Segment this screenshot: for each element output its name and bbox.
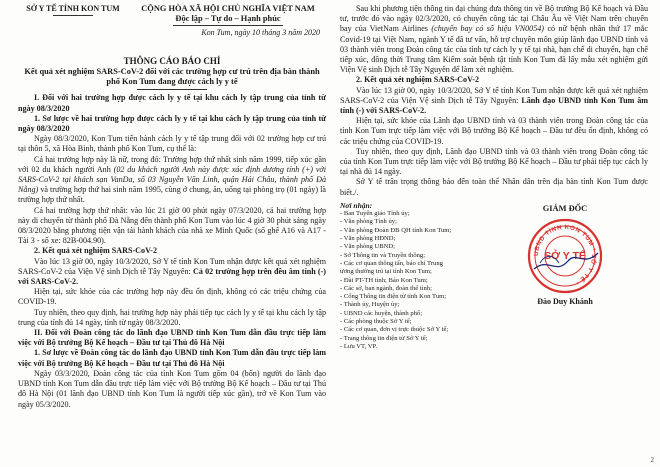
section-2-2-heading: 2. Kết quả xét nghiệm SARS-CoV-2 [356, 75, 480, 85]
signer-position: GIÁM ĐỐC [542, 203, 588, 213]
page-number: 2 [650, 456, 654, 464]
recipient-item: - Sở Thông tin và Truyền thông; [340, 251, 426, 259]
text-run: Vào lúc 13 giờ 00, ngày 10/3/2020, Sở Y tế tỉnh Kon Tum nhận được kết quả xét nghiệm SARS-CoV-2 của Viện Vệ sinh Dịch tễ Tây Nguyên: [18, 256, 326, 276]
recipients-list [340, 202, 470, 351]
paragraph: Ngày 03/3/2020, Đoàn công tác của tỉnh Kon Tum gồm 04 (bốn) người do lãnh đạo UBND tỉnh Kon Tum dẫn đầu trực tiếp làm việc với Bộ trưởng Bộ Kế hoạch – Đầu tư tại Thủ đô Hà Nội (01 lãnh đạo UBND tỉnh Kon Tum là người tiếp xúc gần), trở về Kon Tum vào ngày 05/3/2020. [18, 368, 326, 409]
text-run-italic: (02 du khách người Anh này được xác định dương tính (+) với SARS-CoV-2 tại khách sạn VanDa, số 03 Nguyễn Văn Linh, quận Hải Châu, thành phố Đà Nẵng) [18, 164, 327, 195]
section-1-2-heading: 2. Kết quả xét nghiệm SARS-CoV-2 [34, 246, 158, 256]
paragraph: Sở Y tế trân trọng thông báo đến toàn thể Nhân dân trên địa bàn tỉnh Kon Tum được biết./. [340, 177, 648, 197]
motto-underline [173, 25, 283, 26]
recipient-item: - UBND các huyện, thành phố; [340, 309, 423, 317]
recipient-item: - Ban Tuyên giáo Tỉnh ủy; [340, 210, 410, 218]
recipient-item: - Văn phòng UBND; [340, 243, 396, 251]
paragraph: Hiện tại, sức khỏe của các trường hợp này đều ổn định, không có các triệu chứng của COVID-19. [18, 287, 326, 307]
recipient-item: - Đài PT-TH tỉnh; Báo Kon Tum; [340, 276, 428, 284]
recipient-item: ương thường trú tại tỉnh Kon Tum; [340, 268, 432, 276]
signer-name: Đào Duy Khánh [537, 296, 593, 306]
recipient-item: - Văn phòng Đoàn ĐB QH tỉnh Kon Tum; [340, 226, 452, 234]
section-1-1-heading: 1. Sơ lược về hai trường hợp được cách ly y tế tại khu cách ly tập trung của tỉnh từ ngày 08/3/2020 [18, 113, 326, 134]
recipients-label: Nơi nhận: [340, 200, 373, 210]
section-2-1-heading: 1. Sơ lược về Đoàn công tác do lãnh đạo UBND tỉnh Kon Tum dẫn đầu trực tiếp làm việc với Bộ trưởng Bộ Kế hoạch – Đầu tư tại Thủ đô Hà Nội [18, 348, 326, 368]
text-run: Cả hai trường hợp này là nữ, trong đó: Trường hợp thứ nhất sinh năm 1999, tiếp xúc gần với 02 du khách người Anh [18, 154, 326, 174]
text-run-bold: Cả 02 trường hợp trên đều âm tính (-) với SARS-CoV-2. [18, 266, 326, 287]
paragraph [18, 155, 326, 206]
paragraph: Cả hai trường hợp thứ nhất: vào lúc 21 giờ 00 phút ngày 07/3/2020, cả hai trường hợp này di chuyển từ thành phố Đà Nẵng đến thành phố Kon Tum vào lúc 4 giờ 30 phút sáng ngày 08/3/2020 bằng phương tiện vận tải hành khách của nhà xe Minh Quốc (số ghế A16 và A17 - Tài 3 - số xe: 82B-004.90). [18, 205, 326, 246]
text-run: Sau khi phương tiện thông tin đại chúng đưa thông tin về Bộ trưởng Bộ Kế hoạch và Đầu tư, trước đó vào ngày 02/3/2020, có chuyến công tác tại Châu Âu về Việt Nam trên chuyến bay của VietNam Airlines [340, 4, 648, 34]
document-header [18, 4, 326, 50]
section-1-heading: I. Đối với hai trường hợp được cách ly y tế tại khu cách ly tập trung của tỉnh từ ngày 08/3/2020 [18, 93, 326, 113]
stamp-seal-icon [526, 217, 604, 295]
issue-date: Kon Tum, ngày 10 tháng 3 năm 2020 [201, 28, 320, 37]
official-stamp [526, 217, 604, 295]
recipient-item: - Cổng Thông tin điện tử tỉnh Kon Tum; [340, 293, 447, 301]
recipient-item: - Văn phòng HĐND; [340, 235, 396, 243]
issuing-agency [18, 4, 128, 16]
svg-text:UBND TỈNH KON TUM * SỞ Y TẾ *: UBND TỈNH KON TUM * SỞ Y TẾ * [532, 223, 598, 286]
recipient-item: - Thành ủy, Huyện ủy; [340, 301, 400, 309]
text-run-bold: Lãnh đạo UBND tỉnh Kon Tum âm tính (-) với SARS-CoV-2. [340, 95, 648, 116]
recipient-item: - Văn phòng Tỉnh ủy; [340, 218, 397, 226]
recipient-item: - Các cơ quan, đơn vị trực thuộc Sở Y tế; [340, 326, 449, 334]
document-title: THÔNG CÁO BÁO CHÍ [123, 56, 221, 66]
paragraph [340, 4, 648, 75]
paragraph: Hiện tại, sức khỏe của Lãnh đạo UBND tỉnh và 03 thành viên trong Đoàn công tác của tỉnh Kon Tum trực tiếp làm việc với Bộ trưởng Bộ Kế hoạch – Đầu tư đều ổn định, không có các triệu chứng của COVID-19. [340, 116, 648, 146]
document-subtitle: Kết quả xét nghiệm SARS-CoV-2 đối với các trường hợp cư trú trên địa bàn thành phố Kon Tum đang được cách ly y tế [24, 67, 320, 87]
text-run-italic: (chuyến bay có số hiệu VN0054) [431, 24, 544, 34]
text-run: và trường hợp thứ hai sinh năm 1995, cùng ở chung, ăn, uống tại phòng trọ (01 ngày) là trường hợp thứ nhất. [18, 185, 326, 205]
recipient-item: - Trang thông tin điện tử Sở Y tế; [340, 334, 428, 342]
right-column [340, 4, 648, 350]
paragraph [340, 86, 648, 117]
section-2-heading: II. Đối với Đoàn công tác do lãnh đạo UBND tỉnh Kon Tum dẫn đầu trực tiếp làm việc với Bộ trưởng Bộ Kế hoạch – Đầu tư tại Thủ đô Hà Nội [18, 328, 326, 348]
signature-block [340, 200, 648, 350]
text-run: có nữ bệnh nhân thứ 17 mắc Covid-19 tại Việt Nam, ngành Y tế đã tư vấn, hỗ trợ chuyên môn giúp lãnh đạo UBND tỉnh và 03 thành viên trong Đoàn công tác của tỉnh tự cách ly y tế tại nhà, hạn chế di chuyển, hạn chế tiếp xúc, đồng thời Trung tâm Kiểm soát bệnh tật tỉnh Kon Tum đã lấy mẫu xét nghiệm gửi Viện Vệ sinh Dịch tễ Tây Nguyên để làm xét nghiệm. [340, 24, 648, 75]
recipient-item: - Các sở, ban ngành, đoàn thể tỉnh; [340, 284, 432, 292]
paragraph: Tuy nhiên, theo quy định, Lãnh đạo UBND tỉnh và 03 thành viên trong Đoàn công tác của tỉnh Kon Tum trực tiếp làm việc với Bộ trưởng Bộ Kế hoạch – Đầu tư phải tiếp tục cách ly tại nhà đủ 14 ngày. [340, 146, 648, 177]
recipient-item: - Các phòng thuộc Sở Y tế; [340, 318, 412, 326]
paragraph [18, 257, 326, 288]
signer [500, 204, 630, 306]
agency-underline [53, 15, 93, 16]
recipient-item: - Các cơ quan thông tấn, báo chí Trung [340, 259, 443, 267]
national-motto: Độc lập – Tự do – Hạnh phúc [175, 14, 281, 23]
paragraph: Tuy nhiên, theo quy định, hai trường hợp này phải tiếp tục cách ly y tế tại khu cách ly tập trung của tỉnh đủ 14 ngày, tính từ ngày 08/3/2020. [18, 307, 326, 327]
svg-text:SỞ Y TẾ: SỞ Y TẾ [544, 249, 586, 262]
left-column [18, 4, 326, 410]
title-underline [137, 89, 207, 90]
national-heading [130, 4, 326, 26]
nation-name: CỘNG HÒA XÃ HỘI CHỦ NGHĨA VIỆT NAM [141, 4, 315, 13]
recipient-item: - Lưu VT, VP. [340, 342, 378, 350]
text-run: Vào lúc 13 giờ 00, ngày 10/3/2020, Sở Y tế tỉnh Kon Tum nhận được kết quả xét nghiệm SARS-CoV-2 của Viện Vệ sinh Dịch tễ Tây Nguyên: [340, 85, 648, 105]
paragraph: Ngày 08/3/2020, Kon Tum tiến hành cách ly y tế tập trung đối với 02 trường hợp cư trú tại thôn 5, xã Hòa Bình, thành phố Kon Tum, cụ thể là: [18, 134, 326, 154]
agency-name: SỞ Y TẾ TỈNH KON TUM [26, 4, 120, 13]
